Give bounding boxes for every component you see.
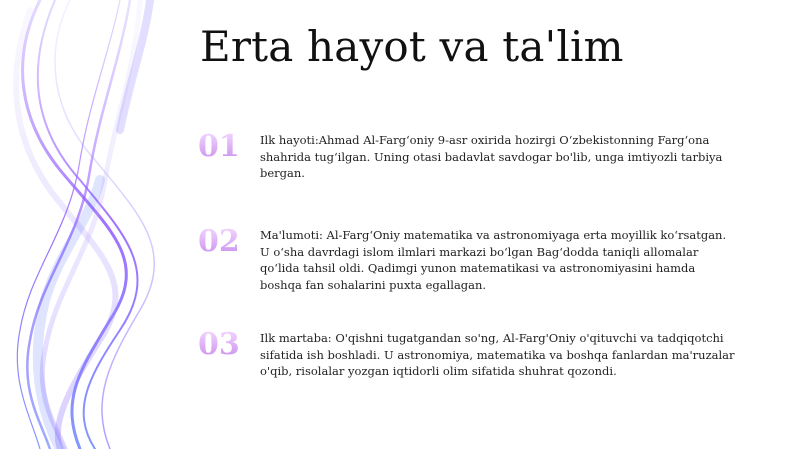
item-text-1: Ilk hayoti:Ahmad Al-Farg‘oniy 9-asr oxirida hozirgi O‘zbekistonning Farg‘ona shahrida tug‘ilgan. Uning otasi badavlat savdogar bo'lib, unga imtiyozli tarbiya bergan. [260,133,723,180]
item-text-3: Ilk martaba: O'qishni tugatgandan so'ng, Al-Farg'Oniy o'qituvchi va tadqiqotchi sifatida ish boshladi. U astronomiya, matematika va boshqa fanlardan ma'ruzalar o'qib, risolalar yozgan iqtidorli olim sifatida shuhrat qozondi. [260,331,735,378]
item-number-1: 01 [198,129,240,164]
item-number-3: 03 [198,327,240,362]
item-number-2: 02 [198,224,240,259]
decorative-smoke-swirl [0,0,200,449]
item-text-2: Ma'lumoti: Al-Farg‘Oniy matematika va astronomiyaga erta moyillik ko‘rsatgan. U o‘sha davrdagi islom ilmlari markazi bo‘lgan Bag‘dodda taniqli allomalar qo‘lida tahsil oldi. Qadimgi yunon matematikasi va astronomiyasini hamda boshqa fan sohalarini puxta egallagan. [260,228,727,292]
slide-title: Erta hayot va ta'lim [200,22,624,71]
